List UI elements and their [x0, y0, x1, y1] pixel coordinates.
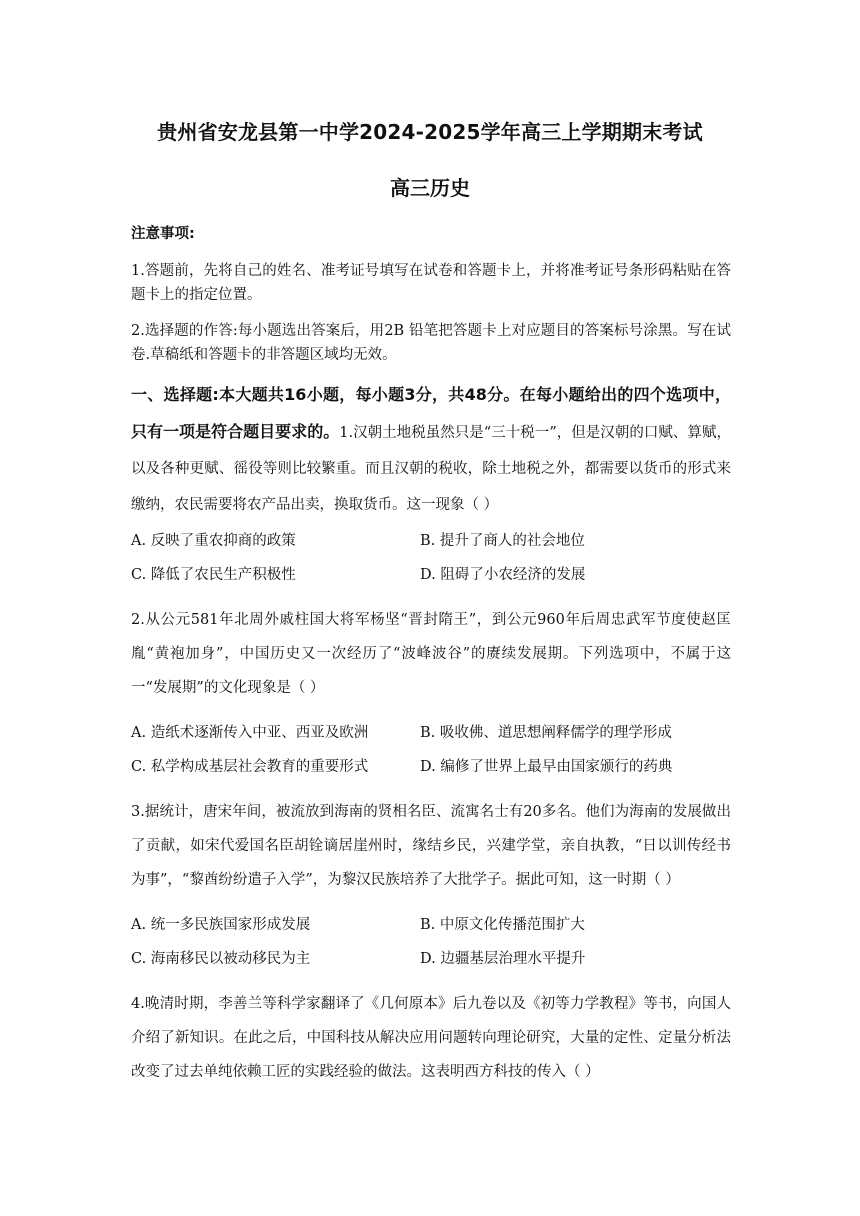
option-c[interactable]: C. 降低了农民生产积极性: [131, 567, 296, 583]
section-heading: 一、选择题:本大题共16小题，每小题3分，共48分。在每小题给出的四个选项中，只有一项是符合题目要求的。: [131, 385, 731, 441]
question-2-options-row-2: [131, 755, 731, 777]
option-d[interactable]: D. 编修了世界上最早由国家颁行的药典: [420, 759, 673, 775]
question-4-stem: 4.晚清时期，李善兰等科学家翻译了《几何原本》后九卷以及《初等力学教程》等书，向国人介绍了新知识。在此之后，中国科技从解决应用问题转向理论研究，大量的定性、定量分析法改变了过去单纯依赖工匠的实践经验的做法。这表明西方科技的传入（ ）: [131, 996, 731, 1080]
option-b[interactable]: B. 提升了商人的社会地位: [420, 533, 585, 549]
notes-heading: 注意事项:: [131, 226, 195, 242]
option-d[interactable]: D. 边疆基层治理水平提升: [420, 951, 586, 967]
option-d[interactable]: D. 阻碍了小农经济的发展: [420, 567, 586, 583]
option-a[interactable]: A. 统一多民族国家形成发展: [131, 917, 311, 933]
question-1: [131, 377, 731, 523]
question-2-options-row-1: [131, 721, 731, 743]
question-1-options-row-2: [131, 563, 731, 585]
option-c[interactable]: C. 私学构成基层社会教育的重要形式: [131, 759, 369, 775]
exam-title: 贵州省安龙县第一中学2024-2025学年高三上学期期末考试: [157, 120, 703, 144]
question-1-options-row-1: [131, 529, 731, 551]
option-a[interactable]: A. 反映了重农抑商的政策: [131, 533, 296, 549]
question-3-options-row-2: [131, 947, 731, 969]
option-c[interactable]: C. 海南移民以被动移民为主: [131, 951, 311, 967]
question-3-options-row-1: [131, 913, 731, 935]
note-item-1: 1.答题前，先将自己的姓名、准考证号填写在试卷和答题卡上，并将准考证号条形码粘贴在答题卡上的指定位置。: [131, 263, 731, 303]
note-item-2: 2.选择题的作答:每小题选出答案后，用2B 铅笔把答题卡上对应题目的答案标号涂黑。写在试卷.草稿纸和答题卡的非答题区域均无效。: [131, 323, 731, 363]
question-3-stem: 3.据统计，唐宋年间，被流放到海南的贤相名臣、流寓名士有20多名。他们为海南的发展做出了贡献，如宋代爱国名臣胡铨谪居崖州时，缘结乡民，兴建学堂，亲自执教，“日以训传经书为事”，“黎酋纷纷遣子入学”，为黎汉民族培养了大批学子。据此可知，这一时期（ ）: [131, 804, 731, 888]
option-b[interactable]: B. 中原文化传播范围扩大: [420, 917, 585, 933]
exam-subject: 高三历史: [390, 176, 470, 200]
question-2-stem: 2.从公元581年北周外戚柱国大将军杨坚“晋封隋王”，到公元960年后周忠武军节度使赵匡胤“黄袍加身”，中国历史又一次经历了“波峰波谷”的赓续发展期。下列选项中，不属于这一“发展期”的文化现象是（ ）: [131, 612, 731, 696]
option-b[interactable]: B. 吸收佛、道思想阐释儒学的理学形成: [420, 725, 672, 741]
option-a[interactable]: A. 造纸术逐渐传入中亚、西亚及欧洲: [131, 725, 369, 741]
question-1-stem: 1.汉朝土地税虽然只是“三十税一”，但是汉朝的口赋、算赋，以及各种更赋、徭役等则比较繁重。而且汉朝的税收，除土地税之外，都需要以货币的形式来缴纳，农民需要将农产品出卖，换取货币。这一现象（ ）: [131, 425, 731, 513]
